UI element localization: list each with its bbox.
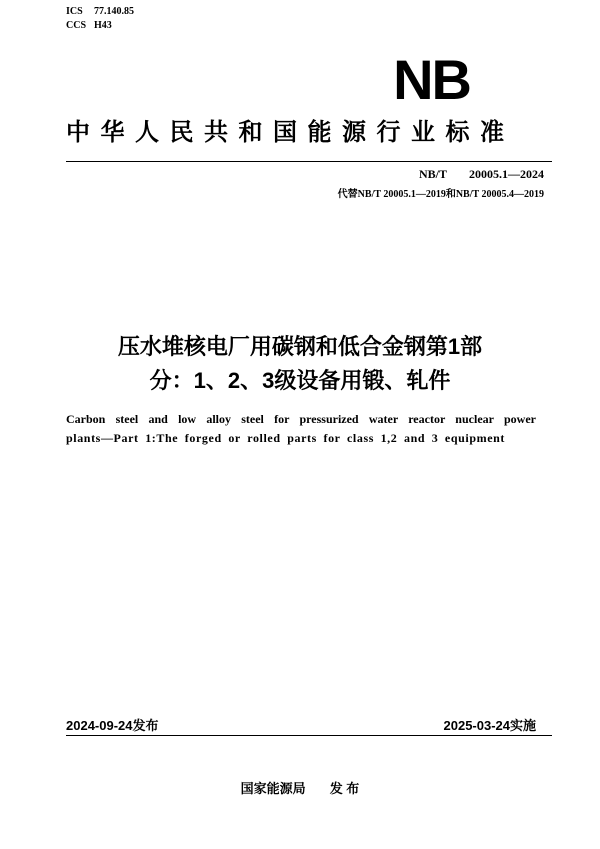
- standard-number: [419, 167, 544, 182]
- standard-code: 20005.1—2024: [469, 167, 544, 181]
- ics-value: 77.140.85: [94, 6, 134, 17]
- publisher: [0, 778, 600, 797]
- ccs-row: [66, 19, 134, 33]
- english-title-line-1: Carbon steel and low alloy steel for pressurized water reactor nuclear power: [66, 412, 536, 426]
- replaces-note: 代替NB/T 20005.1—2019和NB/T 20005.4—2019: [337, 189, 544, 200]
- standard-prefix: NB/T: [418, 167, 447, 181]
- english-title-line-2: plants—Part 1:The forged or rolled parts for class 1,2 and 3 equipment: [66, 431, 506, 445]
- english-title: [66, 410, 536, 448]
- classification-codes: [66, 5, 134, 33]
- bottom-divider: [66, 735, 552, 736]
- ics-label: ICS: [66, 6, 83, 17]
- chinese-title-line-1: 压水堆核电厂用碳钢和低合金钢第1部: [117, 334, 483, 359]
- publisher-name: 国家能源局: [240, 781, 306, 796]
- chinese-title-line-2: 分：1、2、3级设备用锻、轧件: [149, 368, 451, 393]
- ccs-label: CCS: [66, 20, 87, 31]
- ics-row: [66, 5, 134, 19]
- nb-logo: NB: [393, 48, 470, 111]
- ccs-value: H43: [94, 20, 112, 31]
- top-divider: [66, 161, 552, 162]
- standard-category-title: 中华人民共和国能源行业标准: [66, 119, 515, 146]
- chinese-title: [0, 330, 600, 398]
- issue-date: 2024-09-24发布: [66, 718, 159, 733]
- implementation-date: 2025-03-24实施: [443, 718, 536, 733]
- publisher-action: 发 布: [329, 781, 360, 796]
